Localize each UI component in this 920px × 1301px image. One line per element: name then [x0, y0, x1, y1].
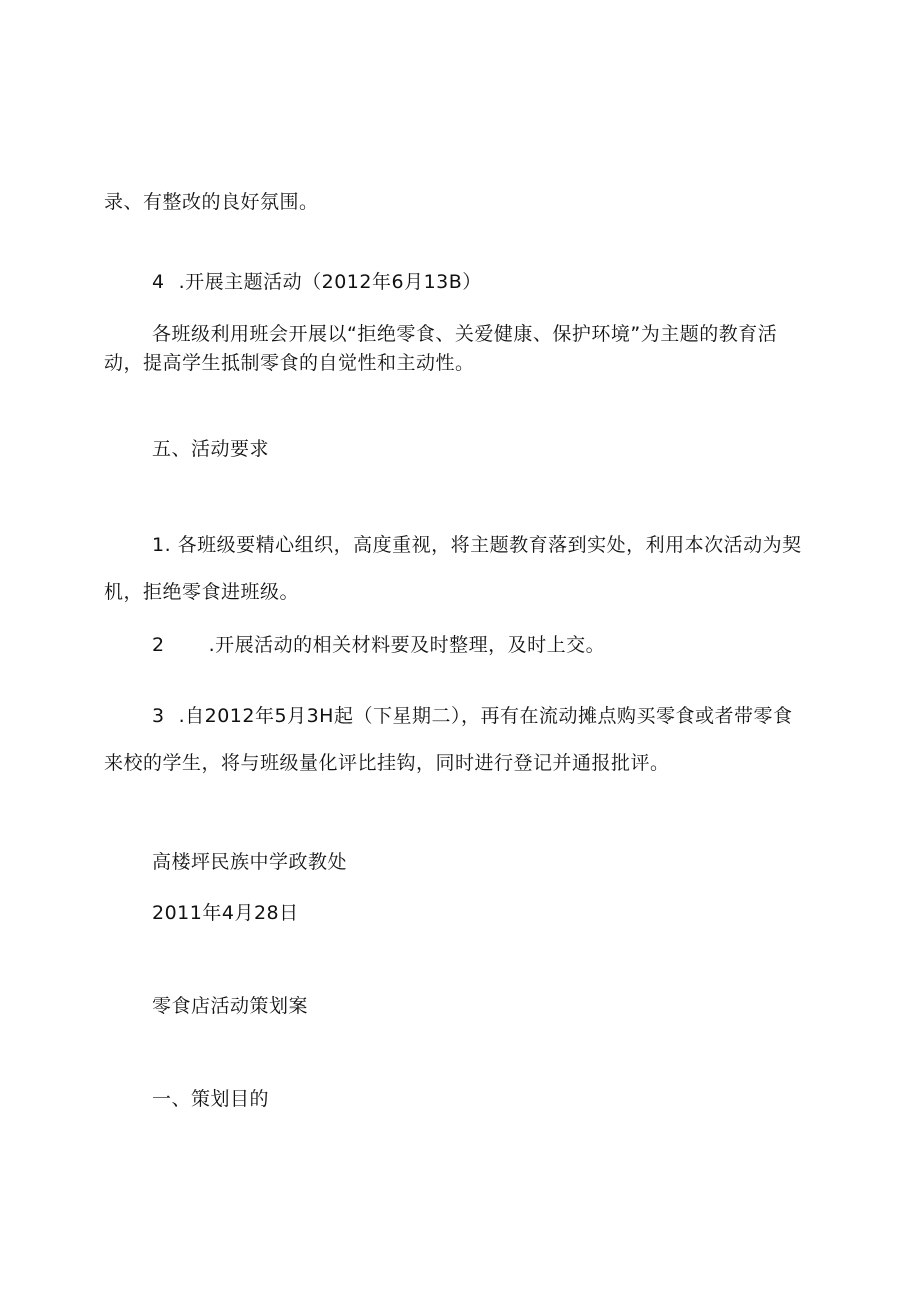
signature-date: 2011年4月28日	[152, 902, 299, 924]
paragraph-continuation: 录、有整改的良好氛围。	[104, 191, 319, 213]
theme-paragraph-line-2: 动，提高学生抵制零食的自觉性和主动性。	[104, 352, 475, 374]
item-4-text: .开展主题活动（2012年6月13B）	[178, 271, 482, 293]
next-document-title: 零食店活动策划案	[152, 995, 309, 1017]
requirement-1-text: . 各班级要精心组织，高度重视，将主题教育落到实处，利用本次活动为契	[164, 534, 802, 556]
theme-paragraph-line-1: 各班级利用班会开展以“拒绝零食、关爱健康、保护环境”为主题的教育活	[152, 323, 778, 345]
requirement-1-line-2: 机，拒绝零食进班级。	[104, 581, 300, 603]
requirement-1-line-1	[152, 533, 802, 557]
section-5-heading: 五、活动要求	[152, 438, 270, 460]
requirement-3-line-1	[152, 704, 792, 728]
signature-organization: 高楼坪民族中学政教处	[152, 851, 348, 873]
requirement-3-line-2: 来校的学生，将与班级量化评比挂钩，同时进行登记并通报批评。	[104, 752, 670, 774]
requirement-2-text: .开展活动的相关材料要及时整理，及时上交。	[208, 634, 606, 656]
next-section-1-heading: 一、策划目的	[152, 1088, 270, 1110]
requirement-2-number: 2	[152, 634, 165, 656]
requirement-3-number: 3	[152, 705, 165, 727]
item-4-number: 4	[152, 271, 165, 293]
requirement-1-number: 1	[152, 534, 165, 556]
item-4-heading	[152, 270, 482, 294]
requirement-2	[152, 633, 605, 657]
requirement-3-text: .自2012年5月3H起（下星期二），再有在流动摊点购买零食或者带零食	[178, 705, 793, 727]
